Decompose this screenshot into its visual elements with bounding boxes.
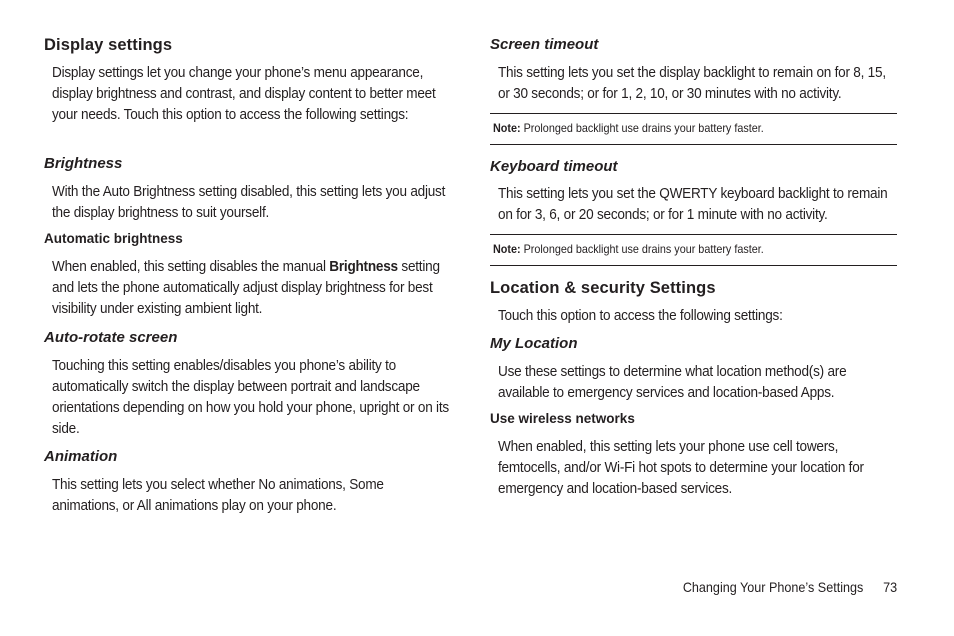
wireless-networks-heading: Use wireless networks — [490, 411, 635, 426]
footer-chapter-title: Changing Your Phone’s Settings — [682, 579, 864, 595]
note-label: Note: — [493, 242, 521, 256]
automatic-brightness-text-before: When enabled, this setting disables the manual — [52, 259, 330, 275]
screen-timeout-heading: Screen timeout — [490, 36, 599, 53]
page-number: 73 — [882, 579, 897, 595]
location-security-paragraph: Touch this option to access the following settings: — [498, 308, 783, 324]
auto-rotate-heading: Auto-rotate screen — [44, 329, 178, 346]
automatic-brightness-paragraph — [52, 257, 454, 320]
keyboard-timeout-heading: Keyboard timeout — [490, 158, 618, 175]
page-footer — [683, 579, 897, 595]
keyboard-timeout-note — [490, 234, 897, 266]
my-location-heading: My Location — [490, 335, 578, 352]
brightness-heading: Brightness — [44, 155, 123, 172]
note-label: Note: — [493, 121, 521, 135]
automatic-brightness-heading: Automatic brightness — [44, 231, 183, 246]
screen-timeout-paragraph: This setting lets you set the display backlight to remain on for 8, 15, or 30 seconds; or for 1, 2, 10, or 30 minutes with no activity. — [498, 65, 886, 102]
display-settings-heading: Display settings — [44, 36, 173, 54]
note-text: Prolonged backlight use drains your battery faster. — [520, 242, 764, 256]
brightness-paragraph: With the Auto Brightness setting disabled, this setting lets you adjust the display brightness to suit yourself. — [52, 184, 446, 221]
screen-timeout-note — [490, 113, 897, 145]
animation-paragraph: This setting lets you select whether No animations, Some animations, or All animations play on your phone. — [52, 477, 384, 514]
auto-rotate-paragraph: Touching this setting enables/disables you phone’s ability to automatically switch the display between portrait and landscape orientations depending on how you hold your phone, upright or on its side. — [52, 358, 449, 437]
animation-heading: Animation — [44, 448, 118, 465]
note-text: Prolonged backlight use drains your battery faster. — [520, 121, 764, 135]
location-security-heading: Location & security Settings — [490, 279, 716, 297]
keyboard-timeout-paragraph: This setting lets you set the QWERTY keyboard backlight to remain on for 3, 6, or 20 seconds; or for 1 minute with no activity. — [498, 186, 888, 223]
my-location-paragraph: Use these settings to determine what location method(s) are available to emergency services and location-based Apps. — [498, 364, 847, 401]
wireless-networks-paragraph: When enabled, this setting lets your phone use cell towers, femtocells, and/or Wi-Fi hot spots to determine your location for emergency and location-based services. — [498, 439, 864, 497]
brightness-bold-term: Brightness — [329, 259, 398, 275]
automatic-brightness-text-after: setting and lets the phone automatically adjust display brightness for best visibility under existing ambient light. — [52, 259, 440, 317]
display-settings-paragraph: Display settings let you change your phone’s menu appearance, display brightness and contrast, and display content to better meet your needs. Touch this option to access the following settings: — [52, 65, 436, 123]
